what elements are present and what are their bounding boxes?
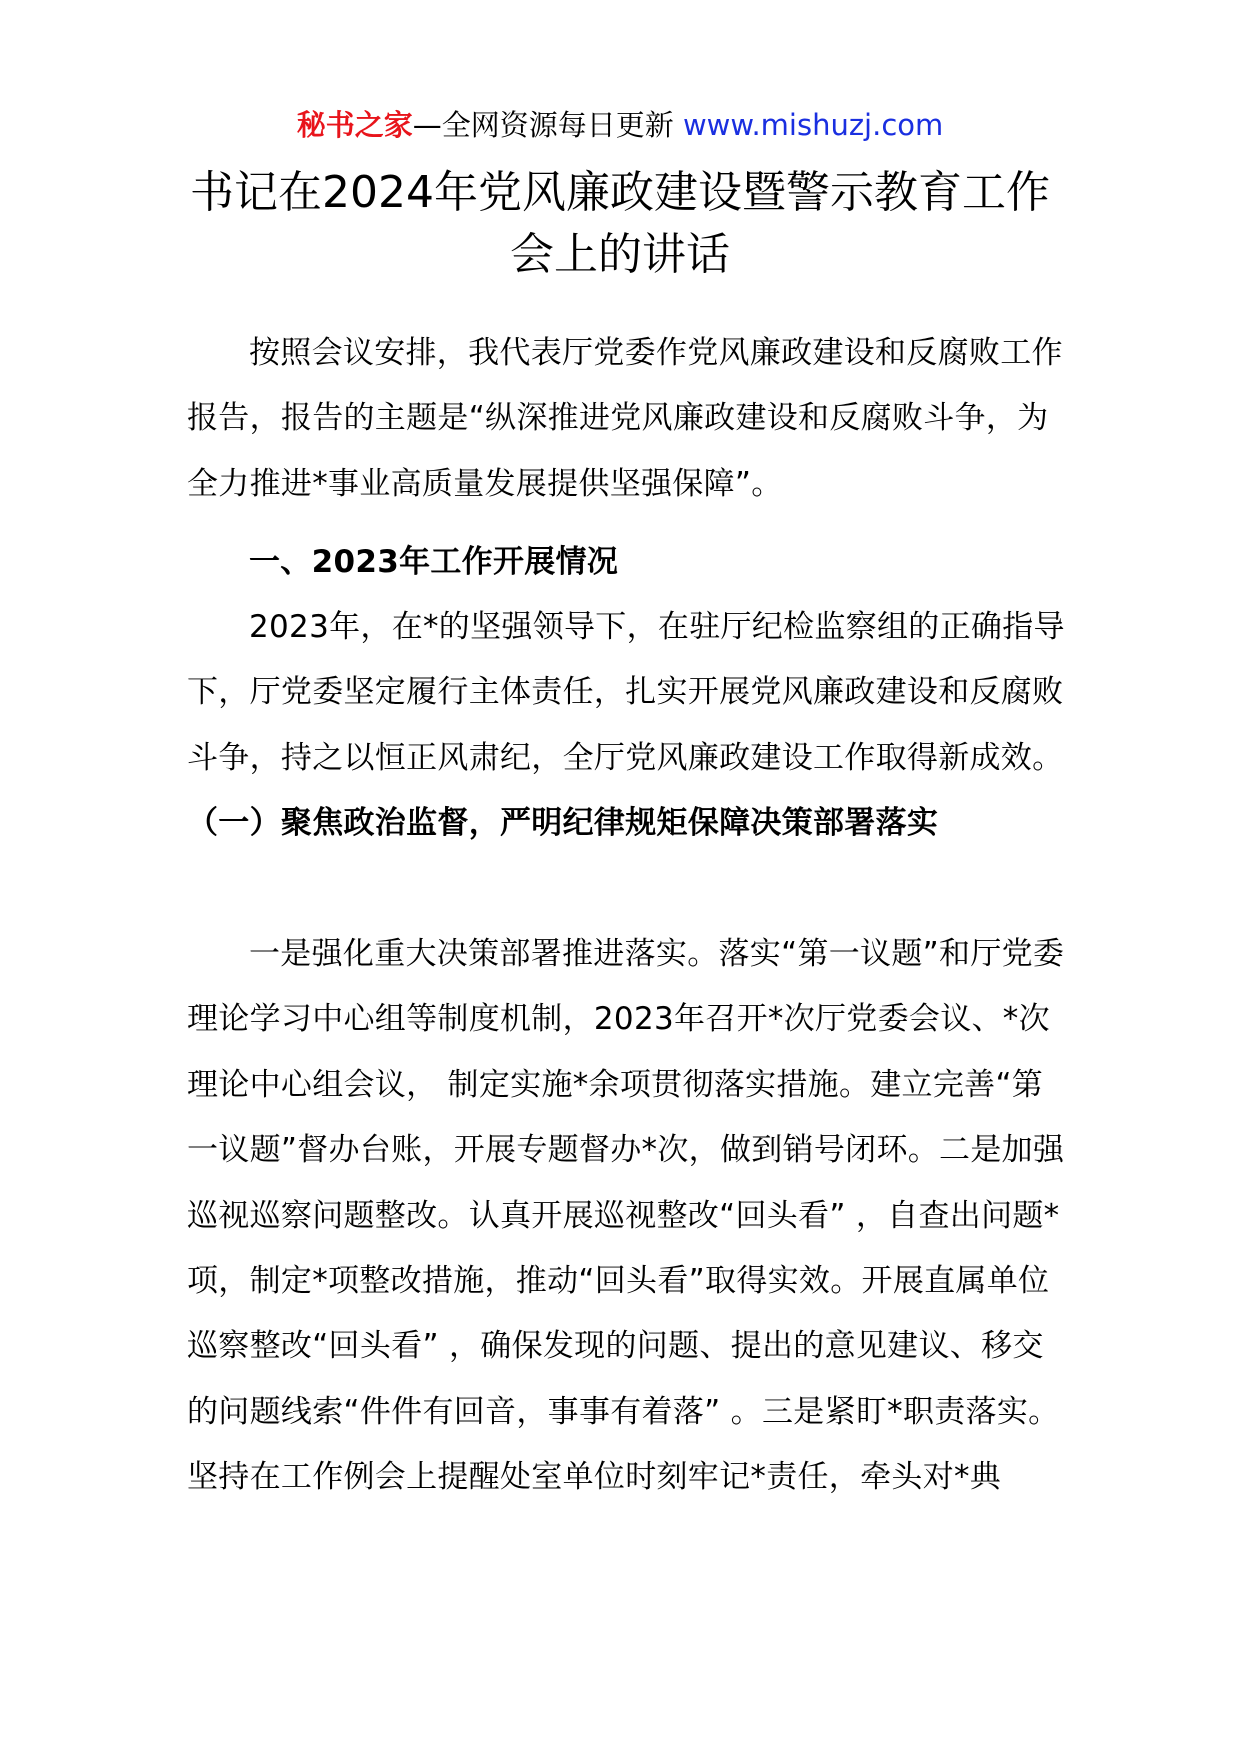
site-watermark (0, 105, 1240, 145)
intro-paragraph (187, 321, 1067, 517)
watermark-url[interactable]: www.mishuzj.com (682, 108, 944, 142)
subheading-1: （一）聚焦政治监督，严明纪律规矩保障决策部署落实 (187, 805, 939, 842)
para3-text: 一是强化重大决策部署推进落实。落实“第一议题”和厅党委理论学习中心组等制度机制，2023年召开*次厅党委会议、*次理论中心组会议， 制定实施*余项贯彻落实措施。建立完善“第一议题”督办台账，开展专题督办*次，做到销号闭环。二是加强巡视巡察问题整改。认真开展巡视整改“回头看” ，自查出问题*项，制定*项整改措施，推动“回头看”取得实效。开展直属单位巡察整改“回头看” ，确保发现的问题、提出的意见建议、移交的问题线索“件件有回音，事事有着落” 。三是紧盯*职责落实。坚持在工作例会上提醒处室单位时刻牢记*责任，牵头对*典 (187, 936, 1065, 1496)
watermark-brand: 秘书之家 (296, 108, 413, 142)
paragraph-3 (187, 922, 1067, 1511)
section1-heading: 一、2023年工作开展情况 (249, 544, 619, 580)
watermark-slogan: —全网资源每日更新 (412, 108, 683, 142)
section1-paragraph (187, 595, 1067, 857)
section-heading (187, 530, 1067, 595)
section1-body: 2023年，在*的坚强领导下，在驻厅纪检监察组的正确指导下，厅党委坚定履行主体责任，扎实开展党风廉政建设和反腐败斗争，持之以恒正风肃纪，全厅党风廉政建设工作取得新成效。 (187, 609, 1065, 776)
intro-text: 按照会议安排，我代表厅党委作党风廉政建设和反腐败工作报告，报告的主题是“纵深推进党风廉政建设和反腐败斗争，为全力推进*事业高质量发展提供坚强保障”。 (187, 335, 1063, 502)
section1-text (187, 595, 1067, 857)
document-title: 书记在2024年党风廉政建设暨警示教育工作会上的讲话 (190, 167, 1050, 280)
